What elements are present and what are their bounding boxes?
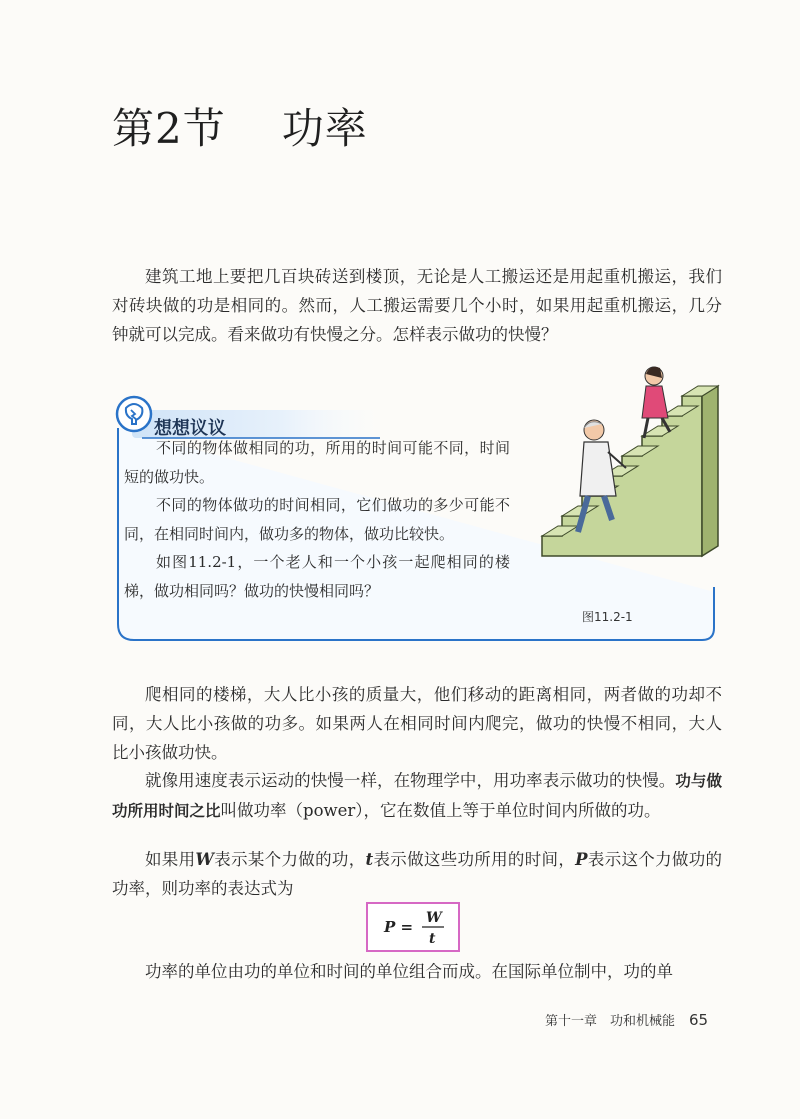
body-paragraph <box>112 845 722 903</box>
figure-caption: 图11.2-1 <box>582 610 633 624</box>
discussion-paragraph: 不同的物体做功的时间相同，它们做功的多少可能不同，在相同时间内，做功多的物体，做功比较快。 <box>124 496 510 543</box>
formula-numerator: W <box>426 910 442 926</box>
section-topic: 功率 <box>281 104 368 153</box>
intro-paragraph: 建筑工地上要把几百块砖送到楼顶，无论是人工搬运还是用起重机搬运，我们对砖块做的功是相同的。然而，人工搬运需要几个小时，如果用起重机搬运，几分钟就可以完成。看来做功有快慢之分。怎样表示做功的快慢？ <box>112 267 722 344</box>
text-span: 叫做功率（power），它在数值上等于单位时间内所做的功。 <box>220 801 661 820</box>
text-span: 表示这个力做功的功率，则功率的表达式为 <box>112 850 723 898</box>
variable-p: P <box>575 850 588 869</box>
page-footer <box>545 1010 708 1029</box>
body-paragraph: 爬相同的楼梯，大人比小孩的质量大，他们移动的距离相同，两者做的功却不同，大人比小孩做的功多。如果两人在相同时间内爬完，做功的快慢不相同，大人比小孩做功快。 <box>112 685 722 762</box>
discussion-text <box>124 434 510 605</box>
power-formula <box>366 902 460 952</box>
section-number: 第2节 <box>112 104 226 153</box>
lightbulb-head-icon <box>114 394 154 434</box>
page-number: 65 <box>689 1011 709 1029</box>
body-paragraph: 功率的单位由功的单位和时间的单位组合而成。在国际单位制中，功的单 <box>145 962 673 981</box>
discussion-heading: 想想议议 <box>154 418 226 439</box>
stairs-illustration <box>532 356 722 596</box>
text-span: 表示某个力做的功， <box>213 850 366 869</box>
text-span: 表示做这些功所用的时间， <box>373 850 576 869</box>
section-title <box>112 96 368 156</box>
body-paragraph <box>112 766 722 826</box>
text-span: 就像用速度表示运动的快慢一样，在物理学中，用功率表示做功的快慢。 <box>145 771 676 790</box>
discussion-paragraph: 不同的物体做相同的功，所用的时间可能不同，时间短的做功快。 <box>124 439 510 486</box>
text-span: 如果用 <box>145 850 196 869</box>
discussion-paragraph: 如图11.2-1，一个老人和一个小孩一起爬相同的楼梯，做功相同吗？做功的快慢相同吗？ <box>124 553 510 600</box>
variable-w: W <box>195 850 214 869</box>
chapter-label: 第十一章 功和机械能 <box>545 1014 676 1029</box>
formula-lhs: P = <box>384 918 414 936</box>
variable-t: t <box>365 850 374 869</box>
formula-denominator: t <box>429 931 436 947</box>
discussion-box <box>112 392 716 642</box>
definition-bold-text: 功与做功所用时间之比 <box>112 772 722 820</box>
